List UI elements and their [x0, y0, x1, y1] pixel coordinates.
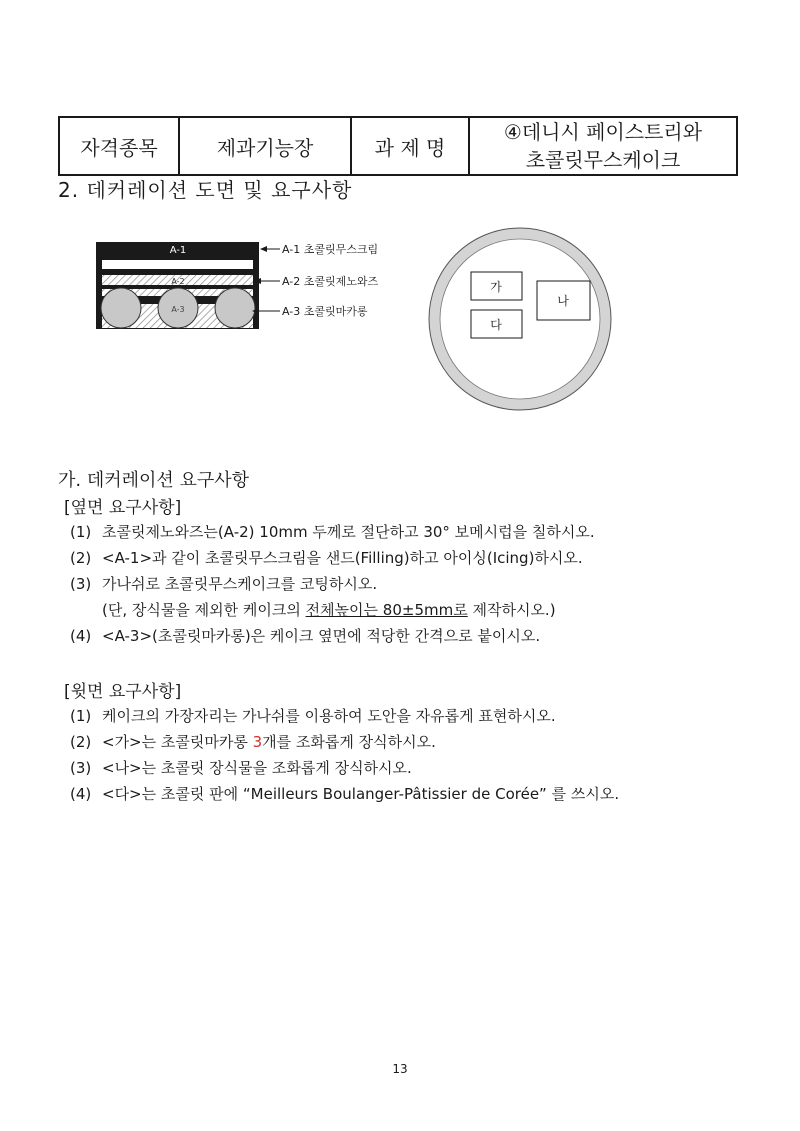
header-subject-value: 제과기능장 — [179, 117, 351, 175]
note-pre: (단, 장식물을 제외한 케이크의 — [102, 601, 306, 619]
macaron-count: 3 — [252, 733, 263, 751]
list-item — [70, 729, 619, 755]
list-item — [70, 571, 595, 597]
macaron-right — [215, 288, 255, 328]
item-text-post: 개를 조화롭게 장식하시오. — [262, 733, 436, 751]
decoration-diagram — [90, 225, 690, 425]
label-a1: A-1 초콜릿무스크림 — [282, 243, 379, 256]
item-text: <다>는 초콜릿 판에 “Meilleurs Boulanger-Pâtissier de Corée” 를 쓰시오. — [102, 785, 620, 803]
list-item — [70, 703, 619, 729]
side-view-cross-section — [96, 242, 259, 329]
item-number: (4) — [70, 627, 92, 645]
label-a3: A-3 초콜릿마카롱 — [282, 305, 368, 318]
top-view — [429, 228, 611, 410]
diagram-labels — [252, 242, 379, 318]
note-post: 제작하시오.) — [467, 601, 556, 619]
item-text: <A-3>(초콜릿마카롱)은 케이크 옆면에 적당한 간격으로 붙이시오. — [102, 627, 541, 645]
list-item — [70, 755, 619, 781]
area-da-label: 다 — [490, 318, 502, 332]
task-title-line1: ④데니시 페이스트리와 — [503, 120, 703, 144]
list-item-note — [70, 597, 595, 623]
macaron-left — [101, 288, 141, 328]
header-subject-label: 자격종목 — [59, 117, 179, 175]
item-text-pre: <가>는 초콜릿마카롱 — [102, 733, 253, 751]
area-na-label: 나 — [557, 294, 569, 308]
header-task-value — [469, 117, 737, 175]
side-requirements-list — [70, 519, 595, 649]
layer-a1-tag: A-1 — [169, 245, 187, 256]
item-text: 초콜릿제노와즈는(A-2) 10mm 두께로 절단하고 30° 보메시럽을 칠하시오. — [102, 523, 595, 541]
item-number: (2) — [70, 733, 92, 751]
item-text: 케이크의 가장자리는 가나쉬를 이용하여 도안을 자유롭게 표현하시오. — [102, 707, 556, 725]
list-item — [70, 781, 619, 807]
item-text: 가나쉬로 초콜릿무스케이크를 코팅하시오. — [102, 575, 378, 593]
label-a2: A-2 초콜릿제노와즈 — [282, 275, 379, 288]
header-task-label: 과 제 명 — [351, 117, 469, 175]
top-requirements-list — [70, 703, 619, 807]
top-requirements-title: [윗면 요구사항] — [64, 682, 182, 702]
genoise-layer-top — [102, 260, 253, 269]
layer-a2-tag: A-2 — [171, 277, 185, 286]
item-number: (4) — [70, 785, 92, 803]
area-ga-label: 가 — [490, 280, 502, 294]
layer-a3-tag: A-3 — [171, 305, 185, 314]
task-title-line2: 초콜릿무스케이크 — [525, 148, 681, 172]
list-item — [70, 519, 595, 545]
item-number: (1) — [70, 523, 92, 541]
item-text: <A-1>과 같이 초콜릿무스크림을 샌드(Filling)하고 아이싱(Icing)하시오. — [102, 549, 583, 567]
decoration-requirements-title: 가. 데커레이션 요구사항 — [58, 470, 250, 491]
list-item — [70, 623, 595, 649]
item-number: (2) — [70, 549, 92, 567]
note-height-underlined: 전체높이는 80±5mm로 — [305, 601, 468, 619]
section-title: 2. 데커레이션 도면 및 요구사항 — [58, 178, 353, 202]
item-number: (1) — [70, 707, 92, 725]
page-number: 13 — [392, 1062, 408, 1076]
side-requirements-title: [옆면 요구사항] — [64, 498, 182, 518]
item-number: (3) — [70, 575, 92, 593]
item-number: (3) — [70, 759, 92, 777]
header-table — [58, 116, 738, 176]
list-item — [70, 545, 595, 571]
item-text: <나>는 초콜릿 장식물을 조화롭게 장식하시오. — [102, 759, 412, 777]
